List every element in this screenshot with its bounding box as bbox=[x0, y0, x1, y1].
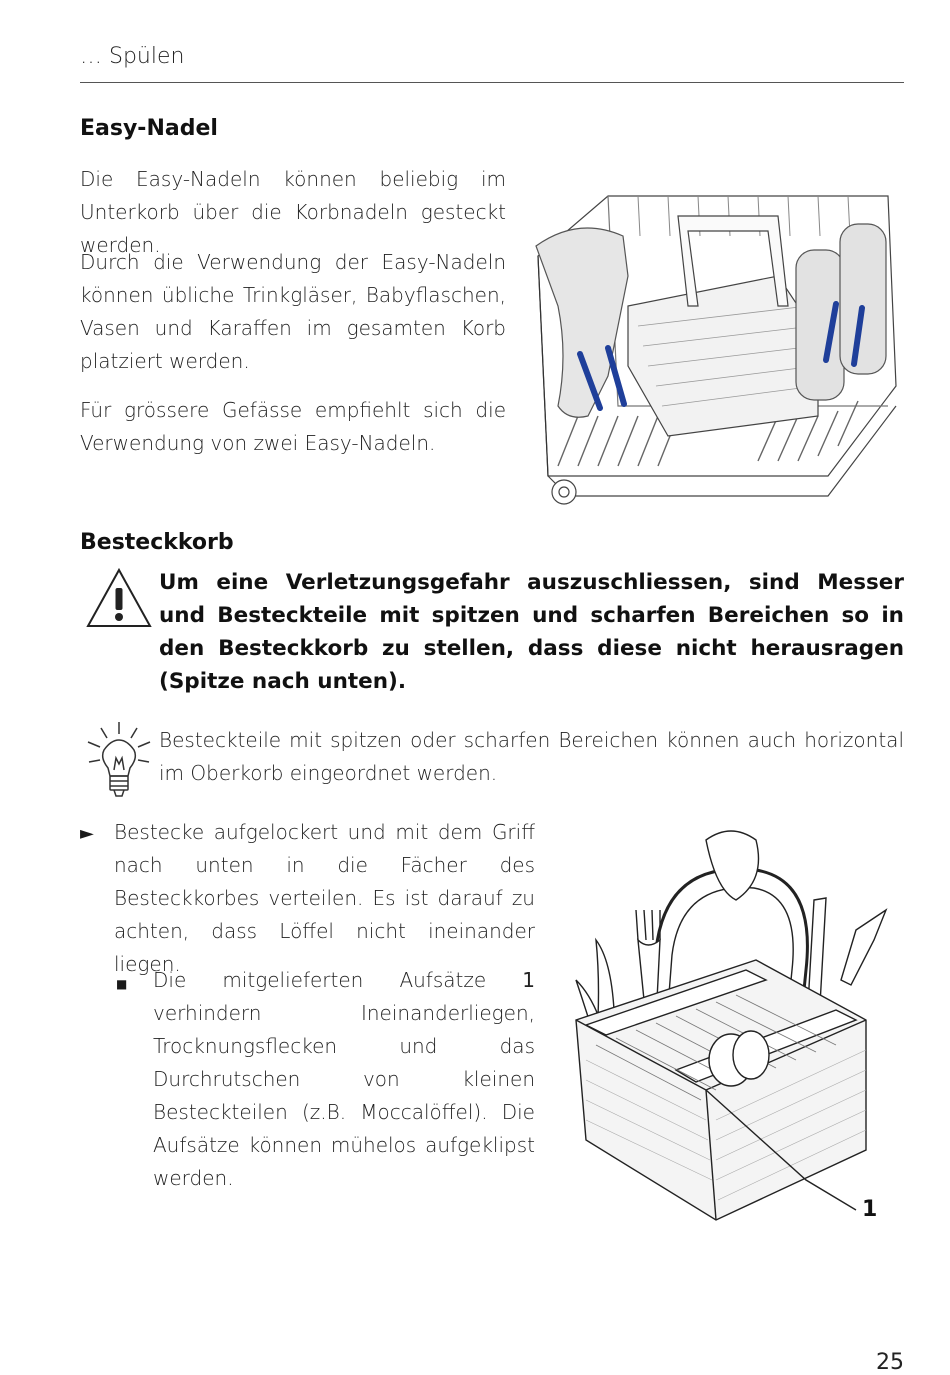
bullet-text bbox=[153, 964, 535, 1195]
lower-rack-illustration bbox=[528, 176, 904, 512]
easy-nadel-paragraph-2: Durch die Verwendung der Easy-Nadeln können übliche Trinkgläser, Babyflaschen, Vasen und Karaffen im gesamten Korb platziert werden. bbox=[80, 250, 506, 373]
warning-triangle-icon bbox=[84, 566, 154, 632]
page-number: 25 bbox=[876, 1350, 904, 1375]
cutlery-basket-illustration bbox=[556, 820, 896, 1236]
bullet-text-pre: Die mitgelieferten Aufsätze bbox=[153, 968, 487, 992]
safety-warning-text: Um eine Verletzungsgefahr auszuschliessen, sind Messer und Besteckteile mit spitzen und scharfen Bereichen so in den Besteckkorb zu stellen, dass diese nicht herausragen (Spitze nach unten). bbox=[159, 570, 904, 694]
running-header: … Spülen bbox=[80, 44, 185, 69]
step-instruction-text: Bestecke aufgelockert und mit dem Griff nach unten in die Fächer des Besteckkorbes verteilen. Es ist darauf zu achten, dass Löffel nicht ineinander liegen. bbox=[114, 820, 535, 976]
step-arrow-icon: ► bbox=[80, 823, 94, 844]
figure-callout-1: 1 bbox=[862, 1197, 878, 1222]
bullet-reference-number: 1 bbox=[522, 968, 535, 992]
section-title-besteckkorb: Besteckkorb bbox=[80, 530, 234, 555]
tip-text: Besteckteile mit spitzen oder scharfen Bereichen können auch horizontal im Oberkorb eingeordnet werden. bbox=[159, 728, 904, 785]
easy-nadel-paragraph-1: Die Easy-Nadeln können beliebig im Unterkorb über die Korbnadeln gesteckt werden. bbox=[80, 167, 506, 257]
bullet-text-post: verhindern Ineinanderliegen, Trocknungsflecken und das Durchrutschen von kleinen Besteckteilen (z.B. Moccalöffel). Die Aufsätze können mühelos aufgeklipst werden. bbox=[153, 1001, 535, 1190]
lightbulb-tip-icon bbox=[86, 720, 152, 800]
section-title-easy-nadel: Easy-Nadel bbox=[80, 116, 218, 141]
header-divider bbox=[80, 82, 904, 83]
easy-nadel-paragraph-3: Für grössere Gefässe empfiehlt sich die Verwendung von zwei Easy-Nadeln. bbox=[80, 398, 506, 455]
bullet-square-icon: ■ bbox=[116, 977, 128, 991]
